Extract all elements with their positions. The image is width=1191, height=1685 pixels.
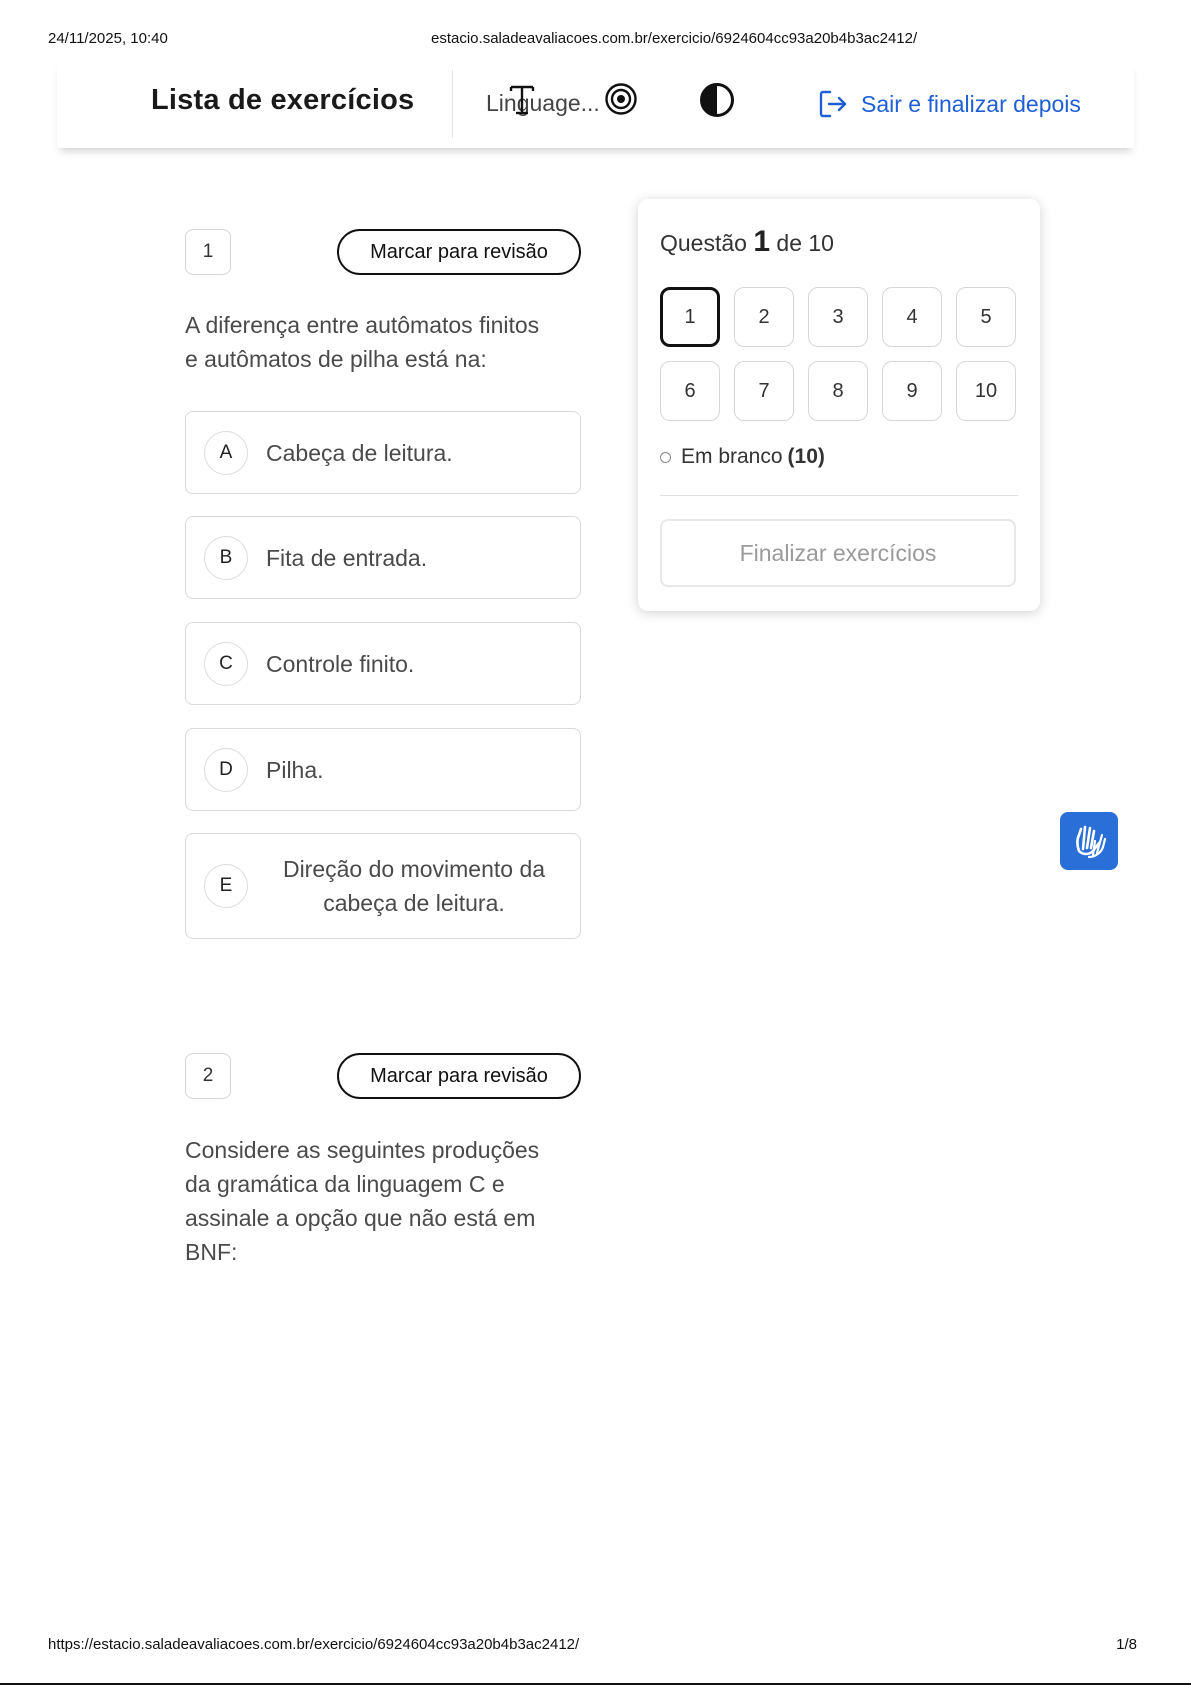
- option-c[interactable]: [185, 622, 581, 705]
- print-footer-url: https://estacio.saladeavaliacoes.com.br/exercicio/6924604cc93a20b4b3ac2412/: [48, 1636, 580, 1653]
- question-nav-button-3[interactable]: 3: [808, 287, 868, 347]
- page-title: Lista de exercícios: [151, 84, 415, 116]
- option-letter: B: [204, 536, 248, 580]
- contrast-icon[interactable]: [699, 82, 735, 118]
- question-text-line: da gramática da linguagem C e: [185, 1171, 505, 1197]
- option-letter: C: [204, 642, 248, 686]
- exit-button[interactable]: [817, 86, 1081, 122]
- counter-current: 1: [753, 225, 771, 258]
- option-d[interactable]: [185, 728, 581, 811]
- option-text-line: Direção do movimento da: [282, 856, 546, 882]
- print-header-url: estacio.saladeavaliacoes.com.br/exercicio/6924604cc93a20b4b3ac2412/: [431, 30, 918, 47]
- option-letter: A: [204, 431, 248, 475]
- print-datetime: 24/11/2025, 10:40: [48, 30, 168, 47]
- option-text-line: cabeça de leitura.: [323, 890, 505, 916]
- page-number: 1/8: [1116, 1636, 1137, 1653]
- question-text: [185, 1133, 585, 1269]
- finish-exercises-button[interactable]: Finalizar exercícios: [660, 519, 1016, 587]
- question-nav-button-9[interactable]: 9: [882, 361, 942, 421]
- language-selector[interactable]: Linguage...: [486, 90, 600, 116]
- print-header: [48, 30, 1143, 50]
- mark-review-button[interactable]: Marcar para revisão: [337, 1053, 581, 1099]
- mark-review-button[interactable]: Marcar para revisão: [337, 229, 581, 275]
- counter-prefix: Questão: [660, 230, 747, 256]
- question-nav-panel: [638, 199, 1040, 611]
- option-letter: D: [204, 748, 248, 792]
- option-letter: E: [204, 864, 248, 908]
- option-text: [266, 852, 562, 920]
- text-size-icon[interactable]: [507, 83, 537, 117]
- question-text-line: Considere as seguintes produções: [185, 1137, 540, 1163]
- question-number: 1: [185, 229, 231, 275]
- question-nav-button-2[interactable]: 2: [734, 287, 794, 347]
- question-text: [185, 308, 585, 376]
- print-footer: [48, 1636, 1143, 1656]
- question-nav-button-8[interactable]: 8: [808, 361, 868, 421]
- panel-divider: [660, 495, 1018, 496]
- option-e[interactable]: [185, 833, 581, 939]
- blank-status: [660, 445, 825, 469]
- option-text: Controle finito.: [266, 651, 415, 677]
- exit-label: Sair e finalizar depois: [861, 90, 1081, 117]
- question-nav-button-4[interactable]: 4: [882, 287, 942, 347]
- question-counter: [660, 225, 834, 259]
- header-divider: [452, 70, 453, 138]
- blank-label: Em branco: [681, 445, 783, 468]
- question-text-line: BNF:: [185, 1239, 238, 1265]
- question-text-line: A diferença entre autômatos finitos: [185, 312, 540, 338]
- exit-icon: [817, 88, 849, 120]
- target-icon[interactable]: [604, 82, 638, 116]
- question-nav-button-1[interactable]: 1: [660, 287, 720, 347]
- hand-sign-language-icon: [1069, 821, 1109, 861]
- option-text: Pilha.: [266, 757, 324, 783]
- question-nav-button-7[interactable]: 7: [734, 361, 794, 421]
- sign-language-button[interactable]: [1060, 812, 1118, 870]
- question-nav-button-6[interactable]: 6: [660, 361, 720, 421]
- option-a[interactable]: [185, 411, 581, 494]
- option-b[interactable]: [185, 516, 581, 599]
- top-bar: [57, 62, 1134, 148]
- option-text: Fita de entrada.: [266, 545, 428, 571]
- question-nav-button-10[interactable]: 10: [956, 361, 1016, 421]
- question-text-line: e autômatos de pilha está na:: [185, 346, 487, 372]
- option-text: Cabeça de leitura.: [266, 440, 453, 466]
- question-number: 2: [185, 1053, 231, 1099]
- blank-count: (10): [787, 445, 825, 468]
- blank-circle-icon: [660, 452, 671, 463]
- question-text-line: assinale a opção que não está em: [185, 1205, 536, 1231]
- counter-suffix: de 10: [776, 230, 834, 256]
- question-nav-button-5[interactable]: 5: [956, 287, 1016, 347]
